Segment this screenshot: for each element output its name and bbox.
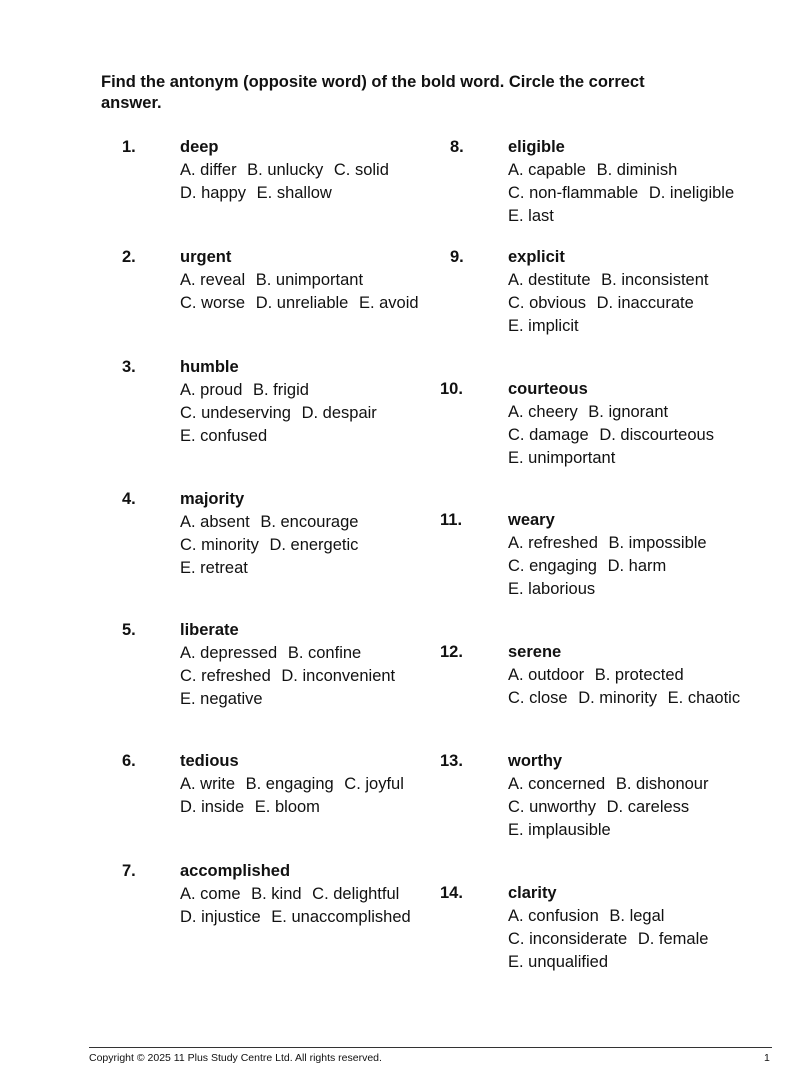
answer-option[interactable]: E. chaotic <box>667 689 741 707</box>
answer-option[interactable]: C. non-flammable <box>508 184 639 202</box>
answer-options <box>180 379 405 448</box>
answer-options <box>508 532 733 601</box>
question-word: urgent <box>180 248 232 266</box>
question-number: 4. <box>122 490 136 508</box>
answer-options <box>180 159 425 205</box>
answer-option[interactable]: E. confused <box>180 427 268 445</box>
answer-options <box>508 269 733 338</box>
question-word: eligible <box>508 138 565 156</box>
answer-option[interactable]: C. worse <box>180 294 246 312</box>
answer-option[interactable]: D. inaccurate <box>596 294 694 312</box>
answer-option[interactable]: B. inconsistent <box>601 271 709 289</box>
answer-option[interactable]: B. confine <box>287 644 362 662</box>
answer-option[interactable]: A. concerned <box>508 775 606 793</box>
answer-option[interactable]: B. kind <box>251 885 302 903</box>
answer-option[interactable]: A. proud <box>180 381 243 399</box>
question-word: worthy <box>508 752 563 770</box>
answer-option[interactable]: D. female <box>637 930 709 948</box>
question-number: 6. <box>122 752 136 770</box>
answer-option[interactable]: A. absent <box>180 513 250 531</box>
answer-option[interactable]: A. confusion <box>508 907 599 925</box>
answer-options <box>180 511 395 580</box>
answer-option[interactable]: D. happy <box>180 184 247 202</box>
answer-options <box>180 773 430 819</box>
answer-option[interactable]: C. damage <box>508 426 589 444</box>
answer-options <box>508 664 758 710</box>
answer-option[interactable]: D. inside <box>180 798 245 816</box>
answer-option[interactable]: D. energetic <box>269 536 359 554</box>
answer-option[interactable]: B. impossible <box>608 534 707 552</box>
answer-options <box>180 642 425 711</box>
question-word: humble <box>180 358 239 376</box>
answer-options <box>508 773 733 842</box>
answer-option[interactable]: C. close <box>508 689 568 707</box>
answer-option[interactable]: B. legal <box>609 907 665 925</box>
answer-option[interactable]: C. obvious <box>508 294 586 312</box>
answer-option[interactable]: A. come <box>180 885 241 903</box>
answer-options <box>180 269 440 315</box>
answer-option[interactable]: C. delightful <box>312 885 400 903</box>
answer-option[interactable]: B. unlucky <box>247 161 324 179</box>
question-number: 12. <box>440 643 463 661</box>
answer-option[interactable]: A. cheery <box>508 403 578 421</box>
answer-option[interactable]: D. inconvenient <box>281 667 396 685</box>
answer-option[interactable]: E. unimportant <box>508 449 616 467</box>
answer-option[interactable]: A. capable <box>508 161 586 179</box>
answer-option[interactable]: E. retreat <box>180 559 248 577</box>
question-word: explicit <box>508 248 565 266</box>
answer-option[interactable]: C. joyful <box>344 775 404 793</box>
question-number: 14. <box>440 884 463 902</box>
answer-option[interactable]: C. minority <box>180 536 259 554</box>
answer-option[interactable]: E. shallow <box>256 184 332 202</box>
footer-divider <box>89 1047 772 1048</box>
answer-option[interactable]: D. unreliable <box>255 294 349 312</box>
answer-option[interactable]: C. solid <box>333 161 389 179</box>
answer-options <box>508 401 733 470</box>
answer-option[interactable]: E. laborious <box>508 580 596 598</box>
question-word: weary <box>508 511 555 529</box>
answer-option[interactable]: A. write <box>180 775 236 793</box>
question-number: 10. <box>440 380 463 398</box>
answer-option[interactable]: D. minority <box>578 689 658 707</box>
question-number: 8. <box>450 138 464 156</box>
answer-options <box>508 905 733 974</box>
question-word: accomplished <box>180 862 291 880</box>
answer-option[interactable]: D. despair <box>301 404 377 422</box>
answer-option[interactable]: B. encourage <box>260 513 359 531</box>
question-number: 2. <box>122 248 136 266</box>
answer-option[interactable]: A. differ <box>180 161 237 179</box>
question-word: clarity <box>508 884 557 902</box>
answer-option[interactable]: E. last <box>508 207 554 225</box>
answer-option[interactable]: B. engaging <box>245 775 334 793</box>
answer-option[interactable]: D. discourteous <box>599 426 714 444</box>
question-number: 1. <box>122 138 136 156</box>
answer-option[interactable]: C. inconsiderate <box>508 930 628 948</box>
answer-option[interactable]: C. engaging <box>508 557 597 575</box>
instructions: Find the antonym (opposite word) of the bold word. Circle the correct answer. <box>101 73 645 112</box>
answer-option[interactable]: B. frigid <box>252 381 309 399</box>
answer-option[interactable]: C. refreshed <box>180 667 271 685</box>
question-word: majority <box>180 490 245 508</box>
answer-option[interactable]: B. ignorant <box>588 403 669 421</box>
answer-option[interactable]: B. diminish <box>596 161 678 179</box>
answer-options <box>508 159 758 228</box>
answer-option[interactable]: B. protected <box>594 666 684 684</box>
footer-copyright: Copyright © 2025 11 Plus Study Centre Ltd. All rights reserved. <box>89 1052 382 1064</box>
question-word: serene <box>508 643 562 661</box>
question-number: 5. <box>122 621 136 639</box>
answer-option[interactable]: A. outdoor <box>508 666 585 684</box>
question-number: 9. <box>450 248 464 266</box>
answer-option[interactable]: B. dishonour <box>615 775 709 793</box>
question-word: courteous <box>508 380 588 398</box>
answer-options <box>180 883 430 929</box>
question-number: 7. <box>122 862 136 880</box>
answer-option[interactable]: D. careless <box>606 798 690 816</box>
answer-option[interactable]: E. implausible <box>508 821 611 839</box>
answer-option[interactable]: A. reveal <box>180 271 246 289</box>
answer-option[interactable]: E. unqualified <box>508 953 608 971</box>
answer-option[interactable]: A. depressed <box>180 644 278 662</box>
answer-option[interactable]: D. harm <box>607 557 667 575</box>
answer-option[interactable]: A. destitute <box>508 271 591 289</box>
answer-option[interactable]: E. negative <box>180 690 263 708</box>
question-word: liberate <box>180 621 239 639</box>
answer-option[interactable]: D. ineligible <box>648 184 735 202</box>
answer-option[interactable]: A. refreshed <box>508 534 598 552</box>
answer-option[interactable]: C. unworthy <box>508 798 597 816</box>
question-number: 13. <box>440 752 463 770</box>
answer-option[interactable]: C. undeserving <box>180 404 291 422</box>
answer-option[interactable]: E. unaccomplished <box>271 908 411 926</box>
answer-option[interactable]: D. injustice <box>180 908 261 926</box>
question-word: deep <box>180 138 219 156</box>
answer-option[interactable]: B. unimportant <box>255 271 364 289</box>
answer-option[interactable]: E. avoid <box>358 294 419 312</box>
question-number: 3. <box>122 358 136 376</box>
answer-option[interactable]: E. implicit <box>508 317 579 335</box>
answer-option[interactable]: E. bloom <box>254 798 320 816</box>
question-number: 11. <box>440 511 463 529</box>
question-word: tedious <box>180 752 239 770</box>
page-number: 1 <box>764 1052 770 1064</box>
